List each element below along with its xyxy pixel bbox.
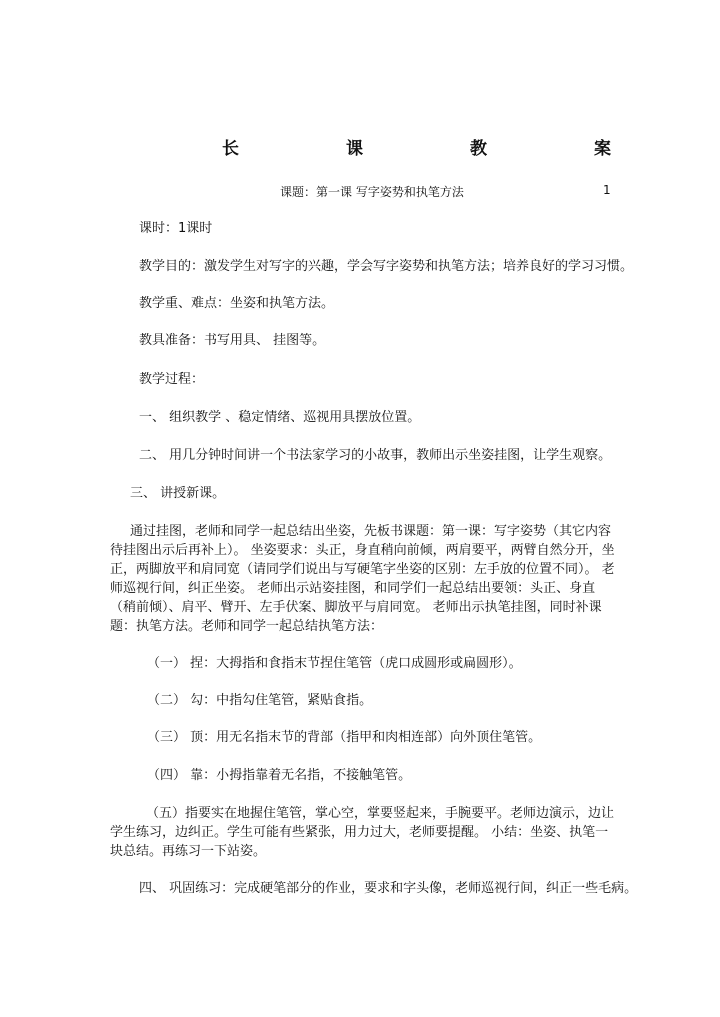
paragraph-posture: 通过挂图，老师和同学一起总结出坐姿，先板书课题：第一课：写字姿势（其它内容待挂图出示后再补上）。 坐姿要求：头正，身直稍向前倾，两肩要平，两臂自然分开，坐正，两脚放平和肩同宽（请同学们说出与写硬笔字坐姿的区别：左手放的位置不同）。 老师巡视行间，纠正坐姿。 老师出示站姿挂图，和同学们一起总结出要领：头正、身直（稍前倾）、肩平、臂开、左手伏案、脚放平与肩同宽。 老师出示执笔挂图，同时补课题：执笔方法。老师和同学一起总结执笔方法：: [110, 524, 615, 634]
method-item: （二） 勾：中指勾住笔管，紧贴食指。: [147, 693, 373, 708]
title-char: 教: [470, 139, 487, 159]
step-1: 一、 组织教学 、稳定情绪、巡视用具摆放位置。: [139, 410, 421, 425]
step-3: 三、 讲授新课。: [130, 486, 226, 501]
step-2: 二、 用几分钟时间讲一个书法家学习的小故事，教师出示坐姿挂图，让学生观察。: [139, 448, 612, 463]
title-char: 课: [346, 139, 363, 159]
method-item: （一） 捏：大拇指和食指末节捏住笔管（虎口成圆形或扁圆形）。: [147, 656, 522, 671]
key-points: 教学重、难点：坐姿和执笔方法。: [139, 296, 335, 311]
method-item: （四） 靠：小拇指靠着无名指，不接触笔管。: [147, 768, 412, 783]
title-char: 长: [222, 139, 239, 159]
page-number: 1: [603, 183, 611, 197]
title-char: 案: [594, 139, 611, 159]
method-item: （三） 顶：用无名指末节的背部（指甲和肉相连部）向外顶住笔管。: [147, 730, 542, 745]
paragraph-practice: （五）指要实在地握住笔管，掌心空，掌要竖起来，手腕要平。老师边演示，边让学生练习，边纠正。学生可能有些紧张，用力过大，老师要提醒。 小结：坐姿、执笔一块总结。再练习一下站姿。: [110, 806, 615, 859]
materials: 教具准备：书写用具、 挂图等。: [139, 333, 326, 348]
teaching-goal: 教学目的：激发学生对写字的兴趣，学会写字姿势和执笔方法；培养良好的学习习惯。: [139, 259, 634, 274]
lesson-subtitle: 课题：第一课 写字姿势和执笔方法: [280, 185, 464, 199]
class-hours: 课时：1课时: [139, 221, 213, 236]
step-4: 四、 巩固练习：完成硬笔部分的作业，要求和字头像，老师巡视行间，纠正一些毛病。: [139, 881, 638, 896]
process-heading: 教学过程：: [139, 372, 205, 387]
